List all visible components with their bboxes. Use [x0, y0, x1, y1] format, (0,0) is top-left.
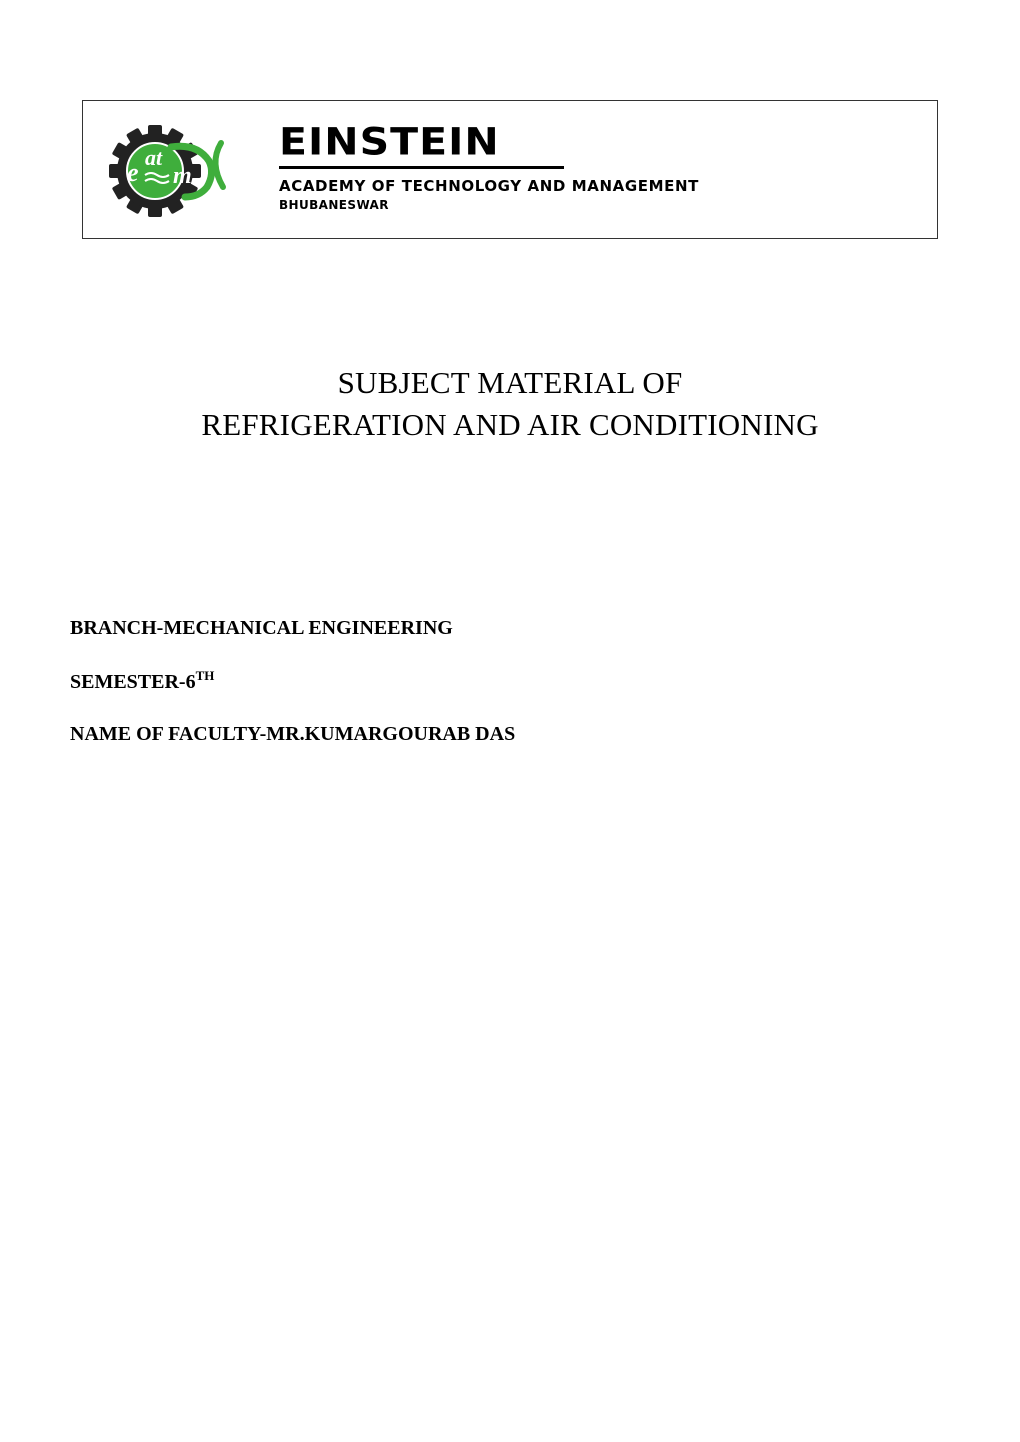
institution-banner — [82, 100, 938, 239]
branch-line: BRANCH-MECHANICAL ENGINEERING — [70, 617, 453, 639]
name-underline — [279, 166, 564, 169]
institution-name: EINSTEIN — [279, 119, 500, 164]
semester-line — [70, 670, 214, 694]
document-title — [0, 362, 1020, 446]
eatm-gear-logo — [105, 125, 257, 217]
title-line-1: SUBJECT MATERIAL OF — [337, 365, 683, 400]
svg-text:e: e — [127, 158, 139, 187]
semester-suffix: TH — [195, 668, 215, 683]
faculty-line: NAME OF FACULTY-MR.KUMARGOURAB DAS — [70, 723, 516, 745]
title-line-2: REFRIGERATION AND AIR CONDITIONING — [201, 407, 819, 442]
svg-text:at: at — [145, 145, 163, 170]
svg-text:m: m — [173, 163, 192, 189]
semester-text: SEMESTER-6 — [70, 671, 196, 693]
institution-city: BHUBANESWAR — [279, 198, 389, 212]
institution-subtitle: ACADEMY OF TECHNOLOGY AND MANAGEMENT — [279, 177, 699, 195]
